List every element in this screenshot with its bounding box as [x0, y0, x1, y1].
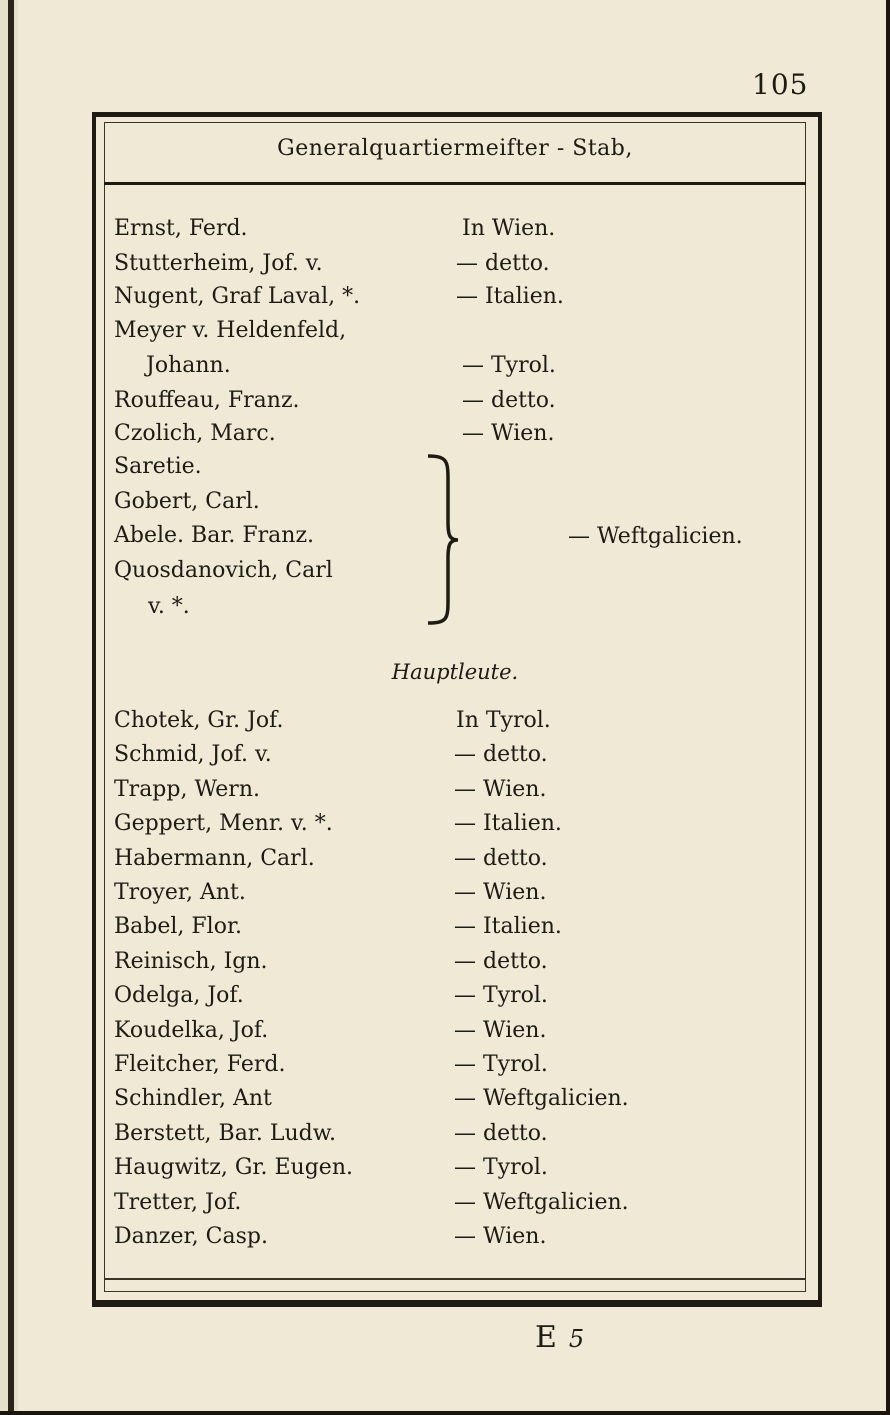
bottom-page-edge — [0, 1411, 890, 1415]
captain-row — [110, 708, 800, 740]
header-rule — [104, 182, 806, 185]
staff-row — [110, 216, 800, 248]
right-page-edge — [886, 0, 890, 1415]
captain-name: Babel, Flor. — [114, 914, 243, 939]
captain-location: — detto. — [454, 1121, 548, 1146]
staff-name: Rouffeau, Franz. — [114, 388, 300, 413]
captain-row — [110, 1155, 800, 1187]
staff-location: In Wien. — [462, 216, 556, 241]
group-name: v. *. — [148, 594, 190, 619]
captain-location: — Weftgalicien. — [454, 1086, 629, 1111]
captain-location: — Italien. — [454, 914, 562, 939]
staff-name: Meyer v. Heldenfeld, — [114, 318, 347, 343]
signature-mark — [535, 1320, 596, 1355]
staff-location: — detto. — [456, 251, 550, 276]
curly-brace-icon — [418, 452, 458, 627]
staff-row — [110, 284, 800, 316]
captain-name: Schindler, Ant — [114, 1086, 272, 1111]
captain-location: — detto. — [454, 742, 548, 767]
captain-name: Geppert, Menr. v. *. — [114, 811, 333, 836]
staff-location: — Wien. — [462, 421, 555, 446]
staff-row — [110, 388, 800, 420]
staff-name: Stutterheim, Jof. v. — [114, 251, 323, 276]
captain-location: — Wien. — [454, 777, 547, 802]
captain-row — [110, 742, 800, 774]
captain-location: — Wien. — [454, 880, 547, 905]
subheading: Hauptleute. — [391, 660, 519, 684]
left-page-edge — [0, 0, 18, 1415]
captain-location: — Italien. — [454, 811, 562, 836]
captain-name: Schmid, Jof. v. — [114, 742, 272, 767]
captain-name: Chotek, Gr. Jof. — [114, 708, 284, 733]
group-name: Gobert, Carl. — [114, 489, 260, 514]
captain-location: In Tyrol. — [456, 708, 551, 733]
staff-location: — Italien. — [456, 284, 564, 309]
captain-row — [110, 1121, 800, 1153]
captain-name: Troyer, Ant. — [114, 880, 246, 905]
signature-letter: E — [535, 1320, 569, 1355]
captain-location: — Wien. — [454, 1224, 547, 1249]
staff-location: — Tyrol. — [462, 353, 556, 378]
staff-row — [110, 251, 800, 283]
captain-location: — Weftgalicien. — [454, 1190, 629, 1215]
captain-name: Reinisch, Ign. — [114, 949, 268, 974]
captain-name: Fleitcher, Ferd. — [114, 1052, 286, 1077]
captain-name: Odelga, Jof. — [114, 983, 244, 1008]
captain-name: Habermann, Carl. — [114, 846, 315, 871]
staff-location: — detto. — [462, 388, 556, 413]
staff-row — [110, 353, 800, 385]
captain-row — [110, 1018, 800, 1050]
captain-row — [110, 1086, 800, 1118]
captain-row — [110, 880, 800, 912]
staff-row — [110, 318, 800, 350]
captain-row — [110, 983, 800, 1015]
captain-location: — detto. — [454, 949, 548, 974]
group-name: Saretie. — [114, 454, 202, 479]
captain-row — [110, 1224, 800, 1256]
staff-name: Nugent, Graf Laval, *. — [114, 284, 361, 309]
captain-location: — Tyrol. — [454, 1155, 548, 1180]
captain-row — [110, 914, 800, 946]
staff-name: Johann. — [146, 353, 231, 378]
captain-name: Berstett, Bar. Ludw. — [114, 1121, 336, 1146]
staff-name: Ernst, Ferd. — [114, 216, 248, 241]
section-title: Generalquartiermeifter - Stab, — [277, 136, 633, 161]
staff-row — [110, 421, 800, 453]
group-location — [568, 524, 743, 549]
captain-location: — Tyrol. — [454, 983, 548, 1008]
captain-row — [110, 777, 800, 809]
group-name: Abele. Bar. Franz. — [114, 523, 315, 548]
captain-row — [110, 846, 800, 878]
captain-name: Haugwitz, Gr. Eugen. — [114, 1155, 353, 1180]
captain-name: Danzer, Casp. — [114, 1224, 268, 1249]
signature-number: 5 — [568, 1325, 597, 1353]
captain-location: — Tyrol. — [454, 1052, 548, 1077]
captain-row — [110, 1052, 800, 1084]
captain-row — [110, 811, 800, 843]
staff-name: Czolich, Marc. — [114, 421, 276, 446]
captain-row — [110, 949, 800, 981]
captain-location: — Wien. — [454, 1018, 547, 1043]
group-location-text: — Weftgalicien. — [568, 524, 743, 549]
captain-location: — detto. — [454, 846, 548, 871]
captain-row — [110, 1190, 800, 1222]
captain-name: Trapp, Wern. — [114, 777, 260, 802]
bottom-rule — [104, 1278, 806, 1280]
captain-name: Tretter, Jof. — [114, 1190, 242, 1215]
group-name: Quosdanovich, Carl — [114, 558, 333, 583]
captain-name: Koudelka, Jof. — [114, 1018, 269, 1043]
page-number: 105 — [752, 68, 809, 101]
